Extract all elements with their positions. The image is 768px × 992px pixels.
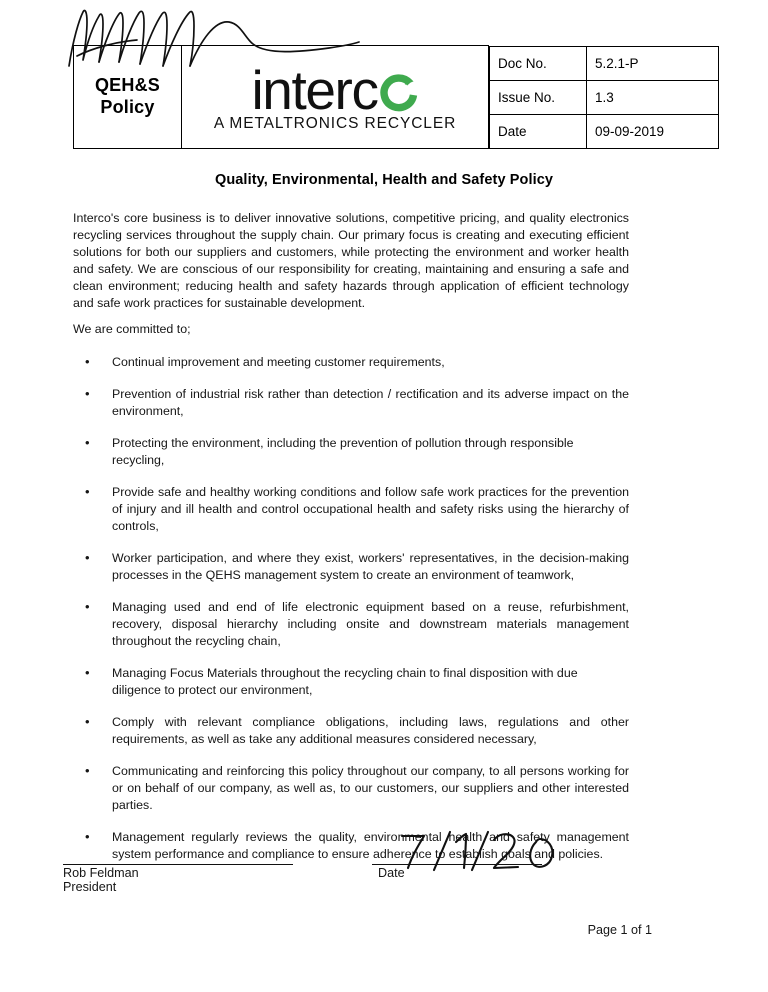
list-item: • Continual improvement and meeting customer requirements, [73,354,629,371]
list-item: • Provide safe and healthy working conditions and follow safe work practices for the prevention of injury and ill health and control occupational health and safety risks using the hierarchy of controls, [73,484,629,535]
intro-paragraph: Interco's core business is to deliver innovative solutions, competitive pricing, and quality electronics recycling services throughout the supply chain. Our primary focus is creating and executing efficient solutions for both our suppliers and customers, while protecting the environment and worker health and safety. We are conscious of our responsibility for creating, maintaining and ensuring a safe and clean environment; reducing health and safety hazards through application of efficient technology and safe work practices for sustainable development. [73,211,629,310]
meta-label-date: Date [490,114,587,148]
page-title: Quality, Environmental, Health and Safety Policy [214,172,554,188]
list-item: • Managing used and end of life electronic equipment based on a reuse, refurbishment, recovery, disposal hierarchy including onsite and downstream materials management throughout the recycling chain, [73,599,629,650]
meta-value-issue-no: 1.3 [587,80,719,114]
recycle-arrow-circle-icon [379,73,419,113]
signer-title: President [63,880,117,894]
date-label: Date [378,866,405,880]
list-item: • Comply with relevant compliance obligations, including laws, regulations and other requirements, as well as take any additional measures considered necessary, [73,714,629,748]
header-meta-table [489,46,719,149]
meta-label-issue-no: Issue No. [490,80,587,114]
header-meta-cell [489,46,701,149]
document-body [73,210,629,878]
signature-line [63,864,293,865]
list-item: • Worker participation, and where they exist, workers' representatives, in the decision-making processes in the QEHS management system to create an environment of teamwork, [73,550,629,584]
doctype-line-1: QEH&S [94,75,160,96]
meta-label-doc-no: Doc No. [490,46,587,80]
meta-row-date [490,114,719,148]
meta-row-doc-no [490,46,719,80]
handwritten-date [372,826,602,874]
list-item: • Prevention of industrial risk rather than detection / rectification and its adverse impact on the environment, [73,386,629,420]
list-item: • Protecting the environment, including the prevention of pollution through responsible recycling, [73,435,629,469]
list-item: • Managing Focus Materials throughout the recycling chain to final disposition with due diligence to protect our environment, [73,665,629,699]
page-indicator: Page 1 of 1 [587,923,652,937]
commitment-lead-in: We are committed to; [73,321,191,336]
meta-value-date: 09-09-2019 [587,114,719,148]
meta-row-issue-no [490,80,719,114]
list-item: • Management regularly reviews the quality, environmental health and safety management system performance and compliance to ensure adherence to establish goals and policies. [73,829,629,863]
policy-commitments-list [73,354,629,863]
meta-value-doc-no: 5.2.1-P [587,46,719,80]
company-logo [182,59,488,133]
logo-wordmark [251,59,418,122]
logo-tagline: A METALTRONICS RECYCLER [213,115,457,133]
doctype-line-2: Policy [100,97,155,117]
handwritten-signature [63,0,363,70]
logo-wordmark-text: interc [251,59,378,122]
list-item: • Communicating and reinforcing this policy throughout our company, to all persons working for or on behalf of our company, as well as, to our customers, our suppliers and other interested parties. [73,763,629,814]
signer-name: Rob Feldman [63,866,139,880]
date-line [372,864,542,865]
